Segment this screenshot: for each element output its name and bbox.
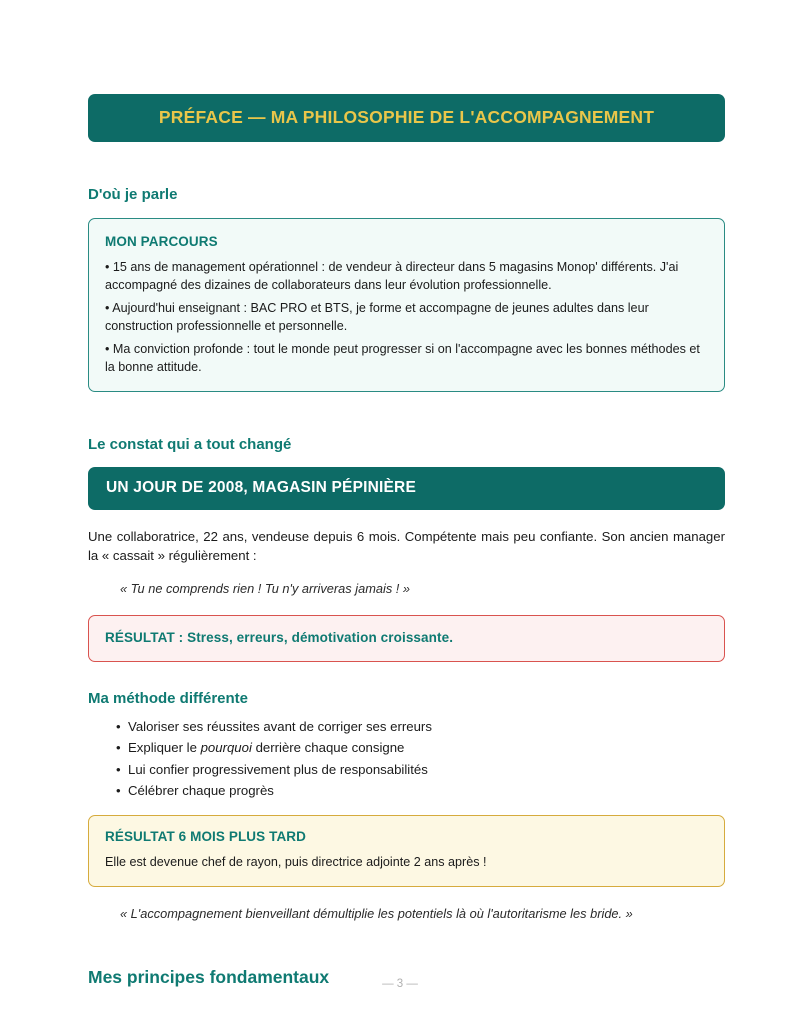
section-heading-principles: Mes principes fondamentaux bbox=[88, 966, 330, 987]
list-item-text: Célébrer chaque progrès bbox=[128, 783, 274, 799]
turning-point-paragraph: Une collaboratrice, 22 ans, vendeuse depuis 6 mois. Compétente mais peu confiante. Son ancien manager la « cassait » régulièrement : bbox=[88, 528, 725, 564]
list-item bbox=[88, 759, 725, 781]
callout-bullet: • Ma conviction profonde : tout le monde peut progresser si on l'accompagne avec les bonnes méthodes et la bonne attitude. bbox=[105, 341, 700, 374]
callout-bullet: • 15 ans de management opérationnel : de vendeur à directeur dans 5 magasins Monop' différents. J'ai accompagné des dizaines de collaborateurs dans leur évolution professionnelle. bbox=[105, 260, 679, 293]
callout-body-resultat-6-mois: Elle est devenue chef de rayon, puis directrice adjointe 2 ans après ! bbox=[105, 855, 487, 870]
sub-banner-2008: UN JOUR DE 2008, MAGASIN PÉPINIÈRE bbox=[88, 467, 725, 510]
callout-resultat-negatif bbox=[88, 615, 725, 662]
page-title-banner: PRÉFACE — MA PHILOSOPHIE DE L'ACCOMPAGNEMENT bbox=[88, 94, 725, 142]
list-item bbox=[88, 716, 725, 738]
list-item-text: Valoriser ses réussites avant de corriger ses erreurs bbox=[128, 718, 432, 734]
callout-title-resultat-6-mois: RÉSULTAT 6 MOIS PLUS TARD bbox=[105, 828, 306, 844]
page-number-footer: — 3 — bbox=[382, 978, 418, 990]
section-heading-origin: D'où je parle bbox=[88, 186, 178, 204]
list-item-text: Expliquer le bbox=[128, 740, 201, 756]
method-bullet-list bbox=[88, 716, 725, 802]
manager-quote: « Tu ne comprends rien ! Tu n'y arriveras jamais ! » bbox=[120, 580, 411, 596]
callout-mon-parcours bbox=[88, 218, 725, 391]
list-item-text-tail: derrière chaque consigne bbox=[251, 740, 405, 756]
callout-resultat-positif bbox=[88, 815, 725, 887]
closing-quote: « L'accompagnement bienveillant démultiplie les potentiels là où l'autoritarisme les bride. » bbox=[120, 905, 633, 921]
list-item bbox=[88, 780, 725, 802]
list-item-text: Lui confier progressivement plus de responsabilités bbox=[128, 761, 428, 777]
page-content bbox=[88, 0, 725, 988]
callout-title-mon-parcours: MON PARCOURS bbox=[105, 234, 218, 250]
section-heading-method: Ma méthode différente bbox=[88, 689, 249, 707]
callout-bullet: • Aujourd'hui enseignant : BAC PRO et BTS, je forme et accompagne de jeunes adultes dans leur construction professionnelle et personnelle. bbox=[105, 301, 649, 334]
callout-title-resultat: RÉSULTAT : Stress, erreurs, démotivation croissante. bbox=[105, 629, 454, 645]
list-item-emphasis: pourquoi bbox=[200, 740, 252, 756]
section-heading-turning-point: Le constat qui a tout changé bbox=[88, 435, 292, 453]
list-item bbox=[88, 737, 725, 759]
